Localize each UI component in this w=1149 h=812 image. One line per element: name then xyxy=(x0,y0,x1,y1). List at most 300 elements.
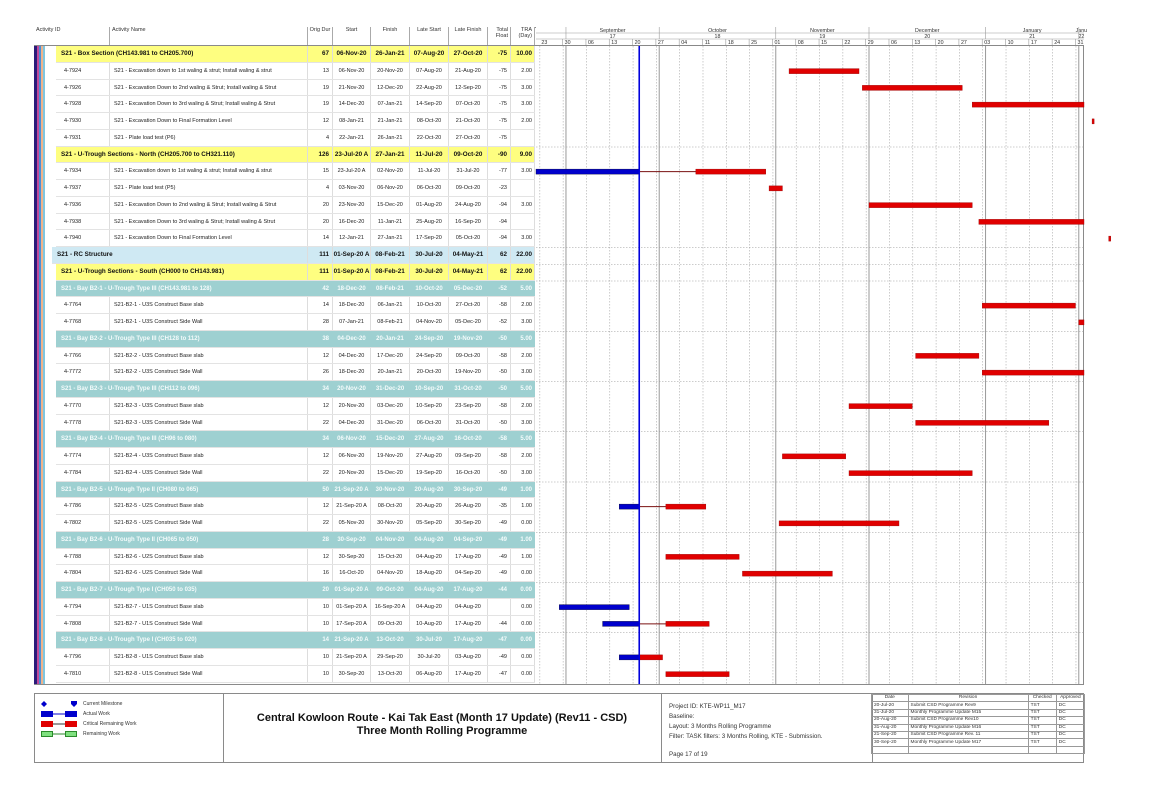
finish-date: 26-Jan-21 xyxy=(371,46,410,62)
total-float: -75 xyxy=(488,130,511,146)
late-start: 14-Sep-20 xyxy=(410,96,449,112)
activity-name: S21-B2-2 - U3S Construct Base slab xyxy=(110,348,308,364)
wbs-group-row[interactable] xyxy=(56,331,535,348)
activity-name: S21-B2-2 - U3S Construct Side Wall xyxy=(110,364,308,380)
activity-row[interactable] xyxy=(56,230,535,247)
finish-date: 08-Feb-21 xyxy=(371,247,410,263)
month-number-label: 19 xyxy=(819,34,826,40)
critical-bar xyxy=(849,404,912,409)
wbs-group-row[interactable] xyxy=(56,632,535,649)
activity-row[interactable] xyxy=(56,163,535,180)
total-float: -49 xyxy=(488,515,511,531)
col-header-start[interactable] xyxy=(333,27,371,45)
tra-days xyxy=(511,180,535,196)
col-header-start-label: Start xyxy=(345,27,358,33)
activity-row[interactable] xyxy=(56,448,535,465)
wbs-group-row[interactable] xyxy=(56,431,535,448)
critical-bar xyxy=(789,69,859,74)
legend-label: Remaining Work xyxy=(83,731,120,737)
revision-date: 31-Jul-20 xyxy=(872,709,909,716)
late-finish: 07-Oct-20 xyxy=(449,96,488,112)
activity-id: 4-7810 xyxy=(56,666,110,682)
revision-checked: TST xyxy=(1028,731,1056,738)
finish-date: 08-Feb-21 xyxy=(371,314,410,330)
orig-dur: 38 xyxy=(322,335,329,342)
orig-dur: 22 xyxy=(308,415,333,431)
tra-days: 3.00 xyxy=(511,163,535,179)
late-finish: 31-Oct-20 xyxy=(454,386,482,392)
total-float: -49 xyxy=(488,565,511,581)
critical-bar xyxy=(666,554,739,559)
start-date: 06-Nov-20 xyxy=(337,436,366,443)
month-number-label: 20 xyxy=(924,34,931,40)
activity-name: S21 - Excavation down to 1st waling & strut; Install waling & strut xyxy=(110,63,308,79)
activity-name: S21 - Excavation Down to 3rd waling & Strut; Install waling & Strut xyxy=(110,214,308,230)
critical-bar xyxy=(1079,320,1084,325)
activity-id: 4-7936 xyxy=(56,197,110,213)
orig-dur: 16 xyxy=(308,565,333,581)
start-date: 04-Dec-20 xyxy=(333,415,371,431)
start-date: 23-Jul-20 A xyxy=(333,163,371,179)
tra-days: 2.00 xyxy=(511,398,535,414)
month-label: November xyxy=(810,28,835,34)
late-finish: 27-Oct-20 xyxy=(449,130,488,146)
activity-id: 4-7788 xyxy=(56,549,110,565)
total-float: -23 xyxy=(488,180,511,196)
gantt-chart xyxy=(536,27,1088,684)
tra-days: 1.00 xyxy=(511,549,535,565)
revision-header-revision: Revision xyxy=(908,695,1028,702)
month-label: December xyxy=(915,28,940,34)
revision-rows xyxy=(872,702,1085,754)
tra-days: 1.00 xyxy=(520,486,532,493)
start-date: 03-Nov-20 xyxy=(333,180,371,196)
late-finish: 05-Dec-20 xyxy=(449,314,488,330)
critical-bar xyxy=(982,303,1075,308)
activity-row[interactable] xyxy=(56,180,535,197)
tra-days: 1.00 xyxy=(511,498,535,514)
critical-bar xyxy=(862,85,962,90)
late-finish: 09-Oct-20 xyxy=(449,147,488,163)
total-float: -90 xyxy=(488,147,511,163)
late-start: 18-Aug-20 xyxy=(410,565,449,581)
filter-description: Filter: TASK filters: 3 Months Rolling, KTE - Submission. xyxy=(669,733,823,740)
total-float: -44 xyxy=(488,616,511,632)
total-float: -49 xyxy=(498,536,507,543)
week-tick-label: 06 xyxy=(587,40,594,47)
tra-days: 2.00 xyxy=(511,63,535,79)
week-tick-label: 27 xyxy=(657,40,664,47)
start-date: 04-Dec-20 xyxy=(333,348,371,364)
tra-days: 22.00 xyxy=(511,247,535,263)
activity-row[interactable] xyxy=(56,214,535,231)
activity-row[interactable] xyxy=(56,649,535,666)
activity-id: 4-7768 xyxy=(56,314,110,330)
baseline: Baseline: xyxy=(669,713,695,720)
activity-row[interactable] xyxy=(56,130,535,147)
revision-date: 20-Aug-20 xyxy=(872,717,909,724)
activity-id: 4-7937 xyxy=(56,180,110,196)
late-start: 30-Jul-20 xyxy=(415,637,442,644)
late-start: 11-Jul-20 xyxy=(410,163,449,179)
tra-days: 2.00 xyxy=(511,348,535,364)
legend-label: Actual Work xyxy=(83,711,110,717)
activity-name: S21 - Bay B2-7 - U-Trough Type I (CH050 to 035) xyxy=(61,587,197,593)
start-date: 01-Sep-20 A xyxy=(334,587,369,593)
revision-approved: DC xyxy=(1056,709,1084,716)
activity-name: S21 - Bay B2-1 - U-Trough Type III (CH143.981 to 128) xyxy=(61,285,212,292)
activity-row[interactable] xyxy=(56,80,535,97)
revision-row xyxy=(872,717,1085,724)
orig-dur: 28 xyxy=(308,314,333,330)
start-date: 05-Nov-20 xyxy=(333,515,371,531)
orig-dur: 10 xyxy=(308,599,333,615)
late-start: 04-Aug-20 xyxy=(410,599,449,615)
total-float: -94 xyxy=(488,197,511,213)
start-date: 18-Dec-20 xyxy=(333,297,371,313)
week-tick-label: 08 xyxy=(797,40,804,47)
activity-name: S21 - Excavation Down to 3rd waling & Strut; Install waling & Strut xyxy=(110,96,308,112)
start-date: 01-Sep-20 A xyxy=(333,264,371,280)
start-date: 23-Jul-20 A xyxy=(333,147,371,163)
week-tick-label: 23 xyxy=(541,40,548,47)
total-float: -50 xyxy=(498,386,507,392)
late-start: 22-Oct-20 xyxy=(410,130,449,146)
total-float: 62 xyxy=(488,264,511,280)
activity-id: 4-7774 xyxy=(56,448,110,464)
late-start: 24-Sep-20 xyxy=(414,335,444,342)
total-float: -94 xyxy=(488,230,511,246)
tra-days: 0.00 xyxy=(520,587,532,593)
finish-date: 27-Jan-21 xyxy=(371,230,410,246)
activity-id: 4-7778 xyxy=(56,415,110,431)
activity-row[interactable] xyxy=(56,465,535,482)
activity-id: 4-7924 xyxy=(56,63,110,79)
tra-days: 0.00 xyxy=(511,565,535,581)
revision-row xyxy=(872,724,1085,731)
activity-name: S21-B2-5 - U2S Construct Base slab xyxy=(110,498,308,514)
activity-id: 4-7786 xyxy=(56,498,110,514)
activity-name: S21 - Excavation Down to 2nd waling & Strut; Install waling & Strut xyxy=(110,80,308,96)
col-header-finish[interactable] xyxy=(371,27,410,45)
revision-table xyxy=(871,694,1084,762)
finish-date: 20-Jan-21 xyxy=(371,364,410,380)
wbs-group-row[interactable] xyxy=(52,247,535,264)
start-date: 23-Nov-20 xyxy=(333,197,371,213)
finish-date: 15-Dec-20 xyxy=(375,436,405,443)
activity-name: S21-B2-3 - U3S Construct Base slab xyxy=(110,398,308,414)
start-date: 21-Sep-20 A xyxy=(333,498,371,514)
orig-dur: 14 xyxy=(322,637,329,644)
wbs-group-row[interactable] xyxy=(56,381,535,398)
late-start: 19-Sep-20 xyxy=(410,465,449,481)
revision-revision: Submit CSD Programme Rev. 11 xyxy=(908,731,1028,738)
activity-row[interactable] xyxy=(56,666,535,683)
start-date: 21-Sep-20 A xyxy=(333,649,371,665)
finish-date: 04-Nov-20 xyxy=(371,565,410,581)
orig-dur: 4 xyxy=(308,180,333,196)
orig-dur: 15 xyxy=(308,163,333,179)
col-header-activity-id-label: Activity ID xyxy=(36,27,61,33)
finish-date: 03-Dec-20 xyxy=(371,398,410,414)
activity-row[interactable] xyxy=(56,616,535,633)
revision-checked: TST xyxy=(1028,702,1056,709)
orig-dur: 10 xyxy=(308,616,333,632)
revision-header-date: Date xyxy=(872,695,909,702)
orig-dur: 50 xyxy=(322,486,329,493)
late-finish: 26-Aug-20 xyxy=(449,498,488,514)
orig-dur: 10 xyxy=(308,649,333,665)
week-tick-label: 04 xyxy=(681,40,688,47)
activity-name: S21 - Excavation down to 1st waling & strut; Install waling & strut xyxy=(110,163,308,179)
finish-date: 15-Dec-20 xyxy=(371,197,410,213)
activity-row[interactable] xyxy=(56,297,535,314)
activity-id: 4-7804 xyxy=(56,565,110,581)
late-finish: 31-Oct-20 xyxy=(449,415,488,431)
activity-row[interactable] xyxy=(56,63,535,80)
activity-id: 4-7938 xyxy=(56,214,110,230)
start-date: 20-Nov-20 xyxy=(337,386,366,392)
activity-row[interactable] xyxy=(56,314,535,331)
total-float: -58 xyxy=(488,297,511,313)
late-start: 10-Oct-20 xyxy=(410,297,449,313)
tra-days: 0.00 xyxy=(511,666,535,682)
revision-header-approved: Approved xyxy=(1056,695,1084,702)
tra-days: 0.00 xyxy=(511,649,535,665)
total-float: -75 xyxy=(488,113,511,129)
col-header-late-start[interactable] xyxy=(410,27,449,45)
orig-dur: 13 xyxy=(308,63,333,79)
revision-row xyxy=(872,709,1085,716)
total-float: -75 xyxy=(488,80,511,96)
total-float: -58 xyxy=(498,436,507,443)
activity-row[interactable] xyxy=(56,498,535,515)
activity-row[interactable] xyxy=(56,515,535,532)
month-label: January xyxy=(1022,28,1042,34)
week-tick-label: 01 xyxy=(774,40,781,47)
gantt-svg xyxy=(536,27,1088,684)
activity-id: 4-7784 xyxy=(56,465,110,481)
month-label: October xyxy=(708,28,727,34)
wbs-group-row[interactable] xyxy=(56,482,535,499)
tra-days: 3.00 xyxy=(511,415,535,431)
week-tick-label: 20 xyxy=(634,40,641,47)
critical-bar xyxy=(869,203,972,208)
critical-bar xyxy=(982,370,1084,375)
critical-bar xyxy=(666,672,729,677)
start-date: 12-Jan-21 xyxy=(333,230,371,246)
late-finish: 30-Sep-20 xyxy=(449,515,488,531)
activity-id: 4-7928 xyxy=(56,96,110,112)
month-number-label: 22 xyxy=(1078,34,1085,40)
tra-days: 1.00 xyxy=(520,536,532,543)
finish-date: 08-Feb-21 xyxy=(375,285,404,292)
late-finish: 03-Aug-20 xyxy=(449,649,488,665)
start-date: 30-Sep-20 xyxy=(333,549,371,565)
activity-row[interactable] xyxy=(56,599,535,616)
revision-row-empty xyxy=(872,746,1085,753)
late-start: 10-Sep-20 xyxy=(410,398,449,414)
late-finish: 19-Nov-20 xyxy=(449,364,488,380)
late-finish: 17-Aug-20 xyxy=(453,637,483,644)
activity-name: S21 - Excavation Down to 2nd waling & Strut; Install waling & Strut xyxy=(110,197,308,213)
finish-date: 31-Dec-20 xyxy=(375,386,405,392)
finish-date: 26-Jan-21 xyxy=(371,130,410,146)
activity-row[interactable] xyxy=(56,549,535,566)
orig-dur: 67 xyxy=(308,46,333,62)
wbs-group-row[interactable] xyxy=(56,582,535,599)
report-title xyxy=(223,694,661,762)
total-float: -58 xyxy=(488,448,511,464)
tra-days: 2.00 xyxy=(511,113,535,129)
late-start: 10-Aug-20 xyxy=(410,616,449,632)
activity-row[interactable] xyxy=(56,565,535,582)
late-start: 25-Aug-20 xyxy=(410,214,449,230)
start-date: 07-Jan-21 xyxy=(333,314,371,330)
col-header-late-finish[interactable] xyxy=(449,27,488,45)
revision-checked: TST xyxy=(1028,739,1056,746)
orig-dur: 34 xyxy=(322,386,329,392)
activity-row[interactable] xyxy=(56,348,535,365)
wbs-group-row[interactable] xyxy=(56,264,535,281)
activity-row[interactable] xyxy=(56,96,535,113)
critical-bar xyxy=(639,655,662,660)
critical-bar xyxy=(916,420,1049,425)
activity-name: S21-B2-1 - U3S Construct Base slab xyxy=(110,297,308,313)
late-start: 27-Aug-20 xyxy=(414,436,444,443)
activity-name: S21 - Plate load test (P6) xyxy=(110,130,308,146)
wbs-group-row[interactable] xyxy=(56,147,535,164)
finish-date: 20-Jan-21 xyxy=(376,335,404,342)
late-finish: 09-Oct-20 xyxy=(449,348,488,364)
late-start: 04-Aug-20 xyxy=(414,587,444,593)
start-date: 01-Sep-20 A xyxy=(333,247,371,263)
late-finish: 16-Sep-20 xyxy=(449,214,488,230)
start-date: 08-Jan-21 xyxy=(333,113,371,129)
col-header-activity-name-label: Activity Name xyxy=(112,27,146,33)
project-info xyxy=(661,694,873,762)
late-start: 30-Jul-20 xyxy=(410,264,449,280)
col-header-finish-label: Finish xyxy=(382,27,398,33)
col-header-total-float[interactable] xyxy=(488,27,511,45)
start-date: 06-Nov-20 xyxy=(333,63,371,79)
total-float: -50 xyxy=(488,415,511,431)
tra-days: 0.00 xyxy=(511,515,535,531)
late-start: 22-Aug-20 xyxy=(410,80,449,96)
wbs-group-row[interactable] xyxy=(56,281,535,298)
finish-date: 06-Nov-20 xyxy=(371,180,410,196)
week-tick-label: 30 xyxy=(564,40,571,47)
wbs-group-row[interactable] xyxy=(56,46,535,63)
late-finish: 24-Aug-20 xyxy=(449,197,488,213)
week-tick-label: 15 xyxy=(821,40,828,47)
col-header-tra[interactable] xyxy=(511,27,535,45)
late-start: 10-Oct-20 xyxy=(415,285,443,292)
activity-id: 4-7764 xyxy=(56,297,110,313)
col-header-late-finish-label: Late Finish xyxy=(454,27,482,33)
late-finish: 09-Sep-20 xyxy=(449,448,488,464)
tra-days xyxy=(511,130,535,146)
col-header-activity-id[interactable] xyxy=(34,27,110,45)
late-start: 07-Aug-20 xyxy=(410,46,449,62)
start-date: 04-Dec-20 xyxy=(337,335,366,342)
total-float: -52 xyxy=(488,314,511,330)
late-finish: 04-Sep-20 xyxy=(449,565,488,581)
col-header-activity-name[interactable] xyxy=(110,27,308,45)
revision-date: 31-Aug-20 xyxy=(872,724,909,731)
orig-dur: 4 xyxy=(308,130,333,146)
late-finish: 17-Aug-20 xyxy=(453,587,483,593)
legend-label: Current Milestone xyxy=(83,701,123,707)
total-float: -77 xyxy=(488,163,511,179)
week-tick-label: 22 xyxy=(844,40,851,47)
finish-date: 12-Dec-20 xyxy=(371,80,410,96)
start-date: 20-Nov-20 xyxy=(333,465,371,481)
actual-bar xyxy=(619,504,639,509)
activity-id: 4-7926 xyxy=(56,80,110,96)
tra-days: 0.00 xyxy=(511,599,535,615)
late-start: 06-Oct-20 xyxy=(410,415,449,431)
activity-name: S21 - U-Trough Sections - South (CH000 to CH143.981) xyxy=(56,264,308,280)
activity-row[interactable] xyxy=(56,415,535,432)
week-tick-label: 31 xyxy=(1077,40,1084,47)
orig-dur: 126 xyxy=(308,147,333,163)
total-float: -52 xyxy=(498,285,507,292)
month-label: September xyxy=(599,28,626,34)
late-start: 30-Jul-20 xyxy=(410,247,449,263)
total-float: 62 xyxy=(488,247,511,263)
late-start: 07-Aug-20 xyxy=(410,63,449,79)
revision-empty-cell xyxy=(872,746,909,753)
finish-date: 08-Feb-21 xyxy=(371,264,410,280)
late-finish: 30-Sep-20 xyxy=(453,486,483,493)
activity-name: S21 - Box Section (CH143.981 to CH205.700) xyxy=(56,46,308,62)
critical-bar xyxy=(916,353,979,358)
total-float: -94 xyxy=(488,214,511,230)
activity-row[interactable] xyxy=(56,197,535,214)
late-finish: 16-Oct-20 xyxy=(449,465,488,481)
activity-name: S21 - Excavation Down to Final Formation Level xyxy=(110,113,308,129)
orig-dur: 12 xyxy=(308,348,333,364)
activity-row[interactable] xyxy=(56,113,535,130)
start-date: 16-Oct-20 xyxy=(333,565,371,581)
week-tick-label: 29 xyxy=(867,40,874,47)
late-start: 30-Jul-20 xyxy=(410,649,449,665)
orig-dur: 20 xyxy=(308,214,333,230)
month-number-label: 18 xyxy=(714,34,721,40)
wbs-group-row[interactable] xyxy=(56,532,535,549)
tra-days: 3.00 xyxy=(511,364,535,380)
finish-date: 15-Dec-20 xyxy=(371,465,410,481)
activity-row[interactable] xyxy=(56,364,535,381)
activity-name: S21-B2-4 - U3S Construct Base slab xyxy=(110,448,308,464)
finish-date: 08-Oct-20 xyxy=(371,498,410,514)
revision-header-row xyxy=(872,695,1085,702)
total-float: -47 xyxy=(488,666,511,682)
activity-row[interactable] xyxy=(56,398,535,415)
finish-date: 21-Jan-21 xyxy=(371,113,410,129)
revision-row xyxy=(872,702,1085,709)
activity-name: S21 - Bay B2-8 - U-Trough Type I (CH035 to 020) xyxy=(61,637,197,644)
activity-name: S21-B2-4 - U3S Construct Side Wall xyxy=(110,465,308,481)
tra-days: 5.00 xyxy=(520,285,532,292)
milestone-diamond-icon xyxy=(41,701,81,707)
week-tick-label: 03 xyxy=(984,40,991,47)
revision-row xyxy=(872,731,1085,738)
revision-revision: Monthly Programme Update M16 xyxy=(908,724,1028,731)
col-header-orig-dur[interactable] xyxy=(308,27,333,45)
activity-name: S21-B2-7 - U1S Construct Base slab xyxy=(110,599,308,615)
